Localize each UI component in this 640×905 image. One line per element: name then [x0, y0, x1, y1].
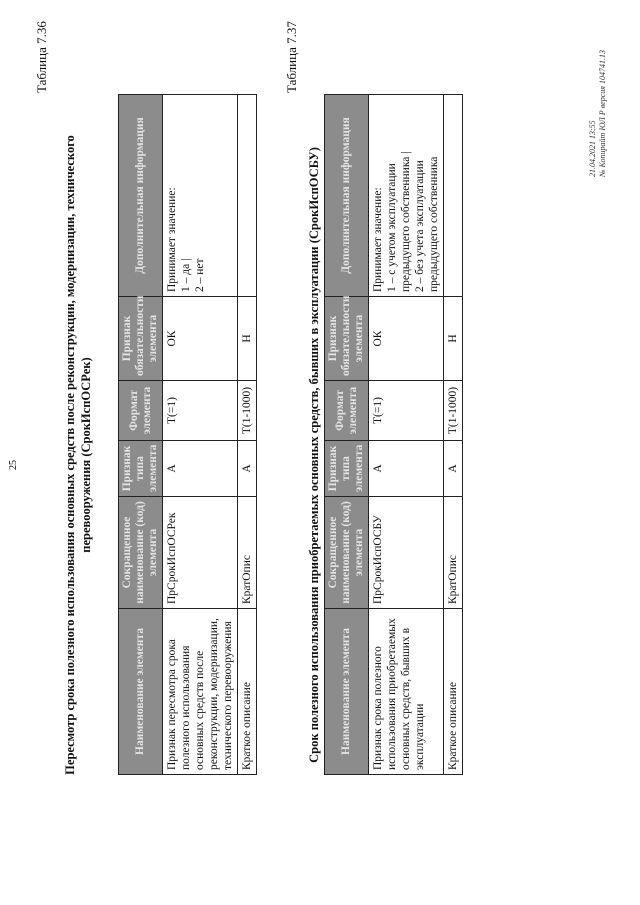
column-header: Формат элемента: [119, 381, 163, 441]
column-header: Сокращенное наименование (код) элемента: [119, 497, 163, 609]
info-line: 1 – с учетом эксплуатации предыдущего собственника |: [386, 151, 412, 292]
cell-type: А: [238, 441, 257, 497]
cell-type: А: [369, 441, 444, 497]
cell-type: А: [163, 441, 238, 497]
table-row: [444, 95, 463, 775]
cell-required: Н: [444, 297, 463, 381]
table-1-label: Таблица 7.36: [34, 21, 49, 93]
cell-required: ОК: [369, 297, 444, 381]
print-stamp-source: № Копирайт ЮЛ Р версия 104741.13: [598, 50, 607, 177]
cell-info: [163, 95, 238, 297]
info-line: Принимает значение:: [166, 187, 178, 292]
column-header: Признак типа элемента: [325, 441, 369, 497]
column-header: Формат элемента: [325, 381, 369, 441]
column-header: Дополнительная информация: [119, 95, 163, 297]
table-2-header-row: [325, 95, 369, 775]
table-row: [238, 95, 257, 775]
table-2: [324, 94, 463, 775]
cell-info: [238, 95, 257, 297]
table-2-title: Срок полезного использования приобретаемых основных средств, бывших в эксплуатации (СрокИспОСБУ): [307, 147, 321, 763]
cell-name: Признак пересмотра срока полезного использования основных средств после реконструкции, модернизации, технического перевооружения: [163, 609, 238, 775]
column-header: Дополнительная информация: [325, 95, 369, 297]
cell-format: Т(=1): [163, 381, 238, 441]
print-stamp: [588, 7, 608, 177]
column-header: Наименование элемента: [119, 609, 163, 775]
page-number: 25: [8, 460, 19, 470]
column-header: Признак типа элемента: [119, 441, 163, 497]
table-1-title: Пересмотр срока полезного использования основных средств после реконструкции, модернизации, технического перевооружения (СрокИспОСРек): [63, 135, 93, 775]
cell-code: КратОпис: [444, 497, 463, 609]
cell-code: КратОпис: [238, 497, 257, 609]
column-header: Сокращенное наименование (код) элемента: [325, 497, 369, 609]
cell-type: А: [444, 441, 463, 497]
cell-info: [369, 95, 444, 297]
cell-name: Признак срока полезного использования приобретаемых основных средств, бывших в эксплуатации: [369, 609, 444, 775]
table-1: [118, 94, 257, 775]
cell-required: Н: [238, 297, 257, 381]
cell-required: ОК: [163, 297, 238, 381]
info-line: 2 – без учета эксплуатации предыдущего собственника: [414, 156, 440, 292]
cell-format: Т(1-1000): [444, 381, 463, 441]
table-row: [163, 95, 238, 775]
info-line: 2 – нет: [194, 258, 206, 292]
cell-name: Краткое описание: [238, 609, 257, 775]
cell-format: Т(1-1000): [238, 381, 257, 441]
print-stamp-date: 21.04.2021 13:55: [588, 120, 597, 177]
info-line: 1 – да |: [180, 258, 192, 292]
column-header: Признак обязательности элемента: [325, 297, 369, 381]
info-line: Принимает значение:: [372, 187, 384, 292]
table-2-label: Таблица 7.37: [284, 21, 299, 93]
cell-name: Краткое описание: [444, 609, 463, 775]
column-header: Наименование элемента: [325, 609, 369, 775]
column-header: Признак обязательности элемента: [119, 297, 163, 381]
table-1-header-row: [119, 95, 163, 775]
cell-format: Т(=1): [369, 381, 444, 441]
cell-code: ПрСрокИспОСРек: [163, 497, 238, 609]
cell-info: [444, 95, 463, 297]
cell-code: ПрСрокИспОСБУ: [369, 497, 444, 609]
table-row: [369, 95, 444, 775]
